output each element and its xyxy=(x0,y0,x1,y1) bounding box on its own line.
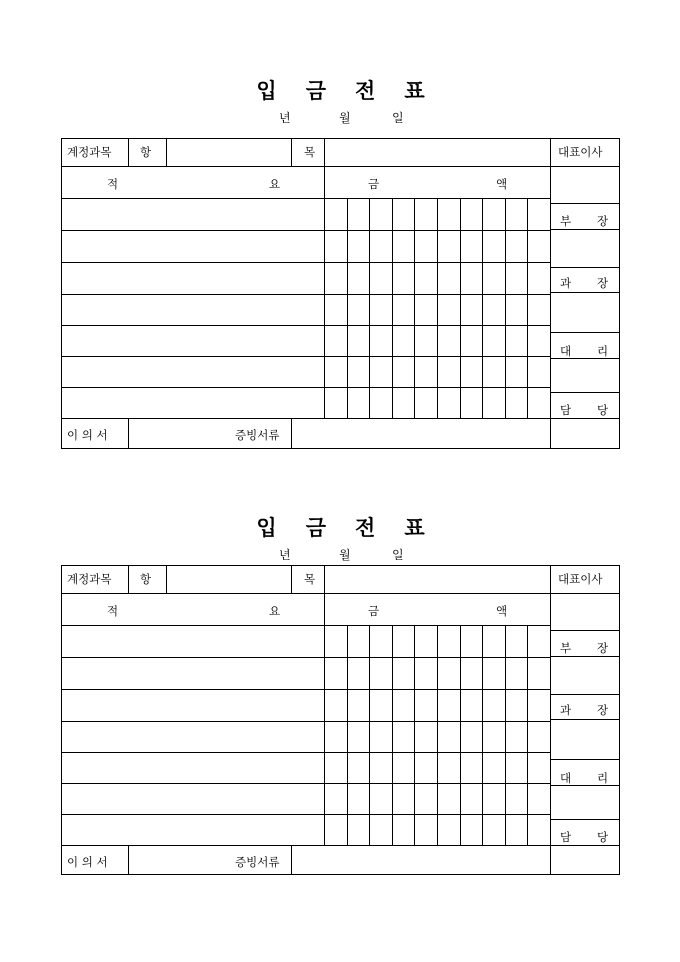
table-border xyxy=(619,138,620,449)
row-line xyxy=(61,657,550,658)
row-line xyxy=(61,814,550,815)
approval-line xyxy=(550,358,620,359)
date-line xyxy=(61,111,620,125)
remark-label: 이 의 서 xyxy=(67,855,108,869)
digit-line xyxy=(460,625,461,845)
year-label: 년 xyxy=(279,111,291,125)
ceo-label: 대표이사 xyxy=(558,145,603,159)
digit-line xyxy=(392,198,393,418)
approval-line xyxy=(550,719,620,720)
month-label: 월 xyxy=(339,548,351,562)
digit-line xyxy=(414,198,415,418)
row-line xyxy=(61,752,550,753)
row-line xyxy=(61,198,550,199)
digit-line xyxy=(527,198,528,418)
title-char: 입 xyxy=(256,515,277,540)
table-border xyxy=(61,874,620,875)
digit-line xyxy=(482,625,483,845)
row-line xyxy=(61,166,550,167)
approval-line xyxy=(550,229,620,230)
approval-line xyxy=(550,267,620,268)
digit-line xyxy=(505,625,506,845)
amount-header-left: 금 xyxy=(368,177,380,191)
row-line xyxy=(61,721,550,722)
approval-3-left: 대 xyxy=(560,344,572,358)
slip-title xyxy=(61,515,620,541)
approval-line xyxy=(550,785,620,786)
account-label: 계정과목 xyxy=(67,145,112,159)
approval-2-right: 장 xyxy=(597,276,609,290)
summary-header-right: 요 xyxy=(269,604,281,618)
evidence-label: 증빙서류 xyxy=(235,428,280,442)
approval-1-right: 장 xyxy=(597,214,609,228)
row-line xyxy=(550,593,620,594)
table-border xyxy=(61,448,620,449)
day-label: 일 xyxy=(392,548,404,562)
evidence-label: 증빙서류 xyxy=(235,855,280,869)
column-line xyxy=(291,845,292,875)
digit-line xyxy=(347,198,348,418)
row-line xyxy=(61,625,550,626)
approval-line xyxy=(550,819,620,820)
approval-1-left: 부 xyxy=(560,641,572,655)
approval-line xyxy=(550,418,620,419)
digit-line xyxy=(392,625,393,845)
row-line xyxy=(61,356,550,357)
table-border xyxy=(619,565,620,875)
item-label: 항 xyxy=(140,145,152,159)
amount-header-right: 액 xyxy=(496,177,508,191)
approval-line xyxy=(550,845,620,846)
summary-header-left: 적 xyxy=(107,604,119,618)
table-border xyxy=(61,565,620,566)
amount-header-left: 금 xyxy=(368,604,380,618)
row-line xyxy=(61,783,550,784)
title-char: 금 xyxy=(305,515,326,540)
approval-3-left: 대 xyxy=(560,771,572,785)
column-line xyxy=(324,565,325,845)
row-line xyxy=(61,845,550,846)
approval-3-right: 리 xyxy=(597,344,609,358)
subitem-label: 목 xyxy=(304,145,316,159)
digit-line xyxy=(437,625,438,845)
digit-line xyxy=(550,625,551,845)
year-label: 년 xyxy=(279,548,291,562)
approval-line xyxy=(550,203,620,204)
digit-line xyxy=(505,198,506,418)
day-label: 일 xyxy=(392,111,404,125)
title-char: 전 xyxy=(355,515,376,540)
remark-label: 이 의 서 xyxy=(67,428,108,442)
approval-2-left: 과 xyxy=(560,276,572,290)
summary-header-left: 적 xyxy=(107,177,119,191)
column-line xyxy=(291,138,292,166)
column-line xyxy=(324,138,325,418)
ceo-label: 대표이사 xyxy=(558,572,603,586)
approval-line xyxy=(550,292,620,293)
title-char: 전 xyxy=(355,78,376,103)
column-line xyxy=(166,565,167,593)
title-char: 입 xyxy=(256,78,277,103)
digit-line xyxy=(482,198,483,418)
digit-line xyxy=(527,625,528,845)
approval-1-left: 부 xyxy=(560,214,572,228)
account-label: 계정과목 xyxy=(67,572,112,586)
item-label: 항 xyxy=(140,572,152,586)
row-line xyxy=(61,593,550,594)
table-border xyxy=(61,565,62,875)
row-line xyxy=(61,262,550,263)
approval-line xyxy=(550,694,620,695)
month-label: 월 xyxy=(339,111,351,125)
row-line xyxy=(61,325,550,326)
summary-header-right: 요 xyxy=(269,177,281,191)
digit-line xyxy=(369,198,370,418)
approval-2-left: 과 xyxy=(560,703,572,717)
column-line xyxy=(166,138,167,166)
approval-4-right: 당 xyxy=(597,403,609,417)
title-char: 표 xyxy=(404,515,425,540)
approval-4-right: 당 xyxy=(597,830,609,844)
slip-title xyxy=(61,78,620,104)
approval-line xyxy=(550,656,620,657)
date-line xyxy=(61,548,620,562)
title-char: 금 xyxy=(305,78,326,103)
approval-3-right: 리 xyxy=(597,771,609,785)
subitem-label: 목 xyxy=(304,572,316,586)
title-char: 표 xyxy=(404,78,425,103)
column-line xyxy=(128,138,129,166)
amount-header-right: 액 xyxy=(496,604,508,618)
row-line xyxy=(61,294,550,295)
approval-line xyxy=(550,332,620,333)
approval-line xyxy=(550,630,620,631)
digit-line xyxy=(414,625,415,845)
digit-line xyxy=(347,625,348,845)
approval-4-left: 담 xyxy=(560,830,572,844)
digit-line xyxy=(369,625,370,845)
approval-4-left: 담 xyxy=(560,403,572,417)
approval-1-right: 장 xyxy=(597,641,609,655)
column-line xyxy=(128,565,129,593)
approval-line xyxy=(550,392,620,393)
row-line xyxy=(61,689,550,690)
digit-line xyxy=(550,198,551,418)
column-line xyxy=(291,418,292,449)
column-line xyxy=(128,418,129,449)
approval-2-right: 장 xyxy=(597,703,609,717)
row-line xyxy=(550,166,620,167)
digit-line xyxy=(460,198,461,418)
row-line xyxy=(61,230,550,231)
row-line xyxy=(61,418,550,419)
row-line xyxy=(61,387,550,388)
column-line xyxy=(291,565,292,593)
digit-line xyxy=(437,198,438,418)
approval-line xyxy=(550,759,620,760)
column-line xyxy=(128,845,129,875)
table-border xyxy=(61,138,620,139)
